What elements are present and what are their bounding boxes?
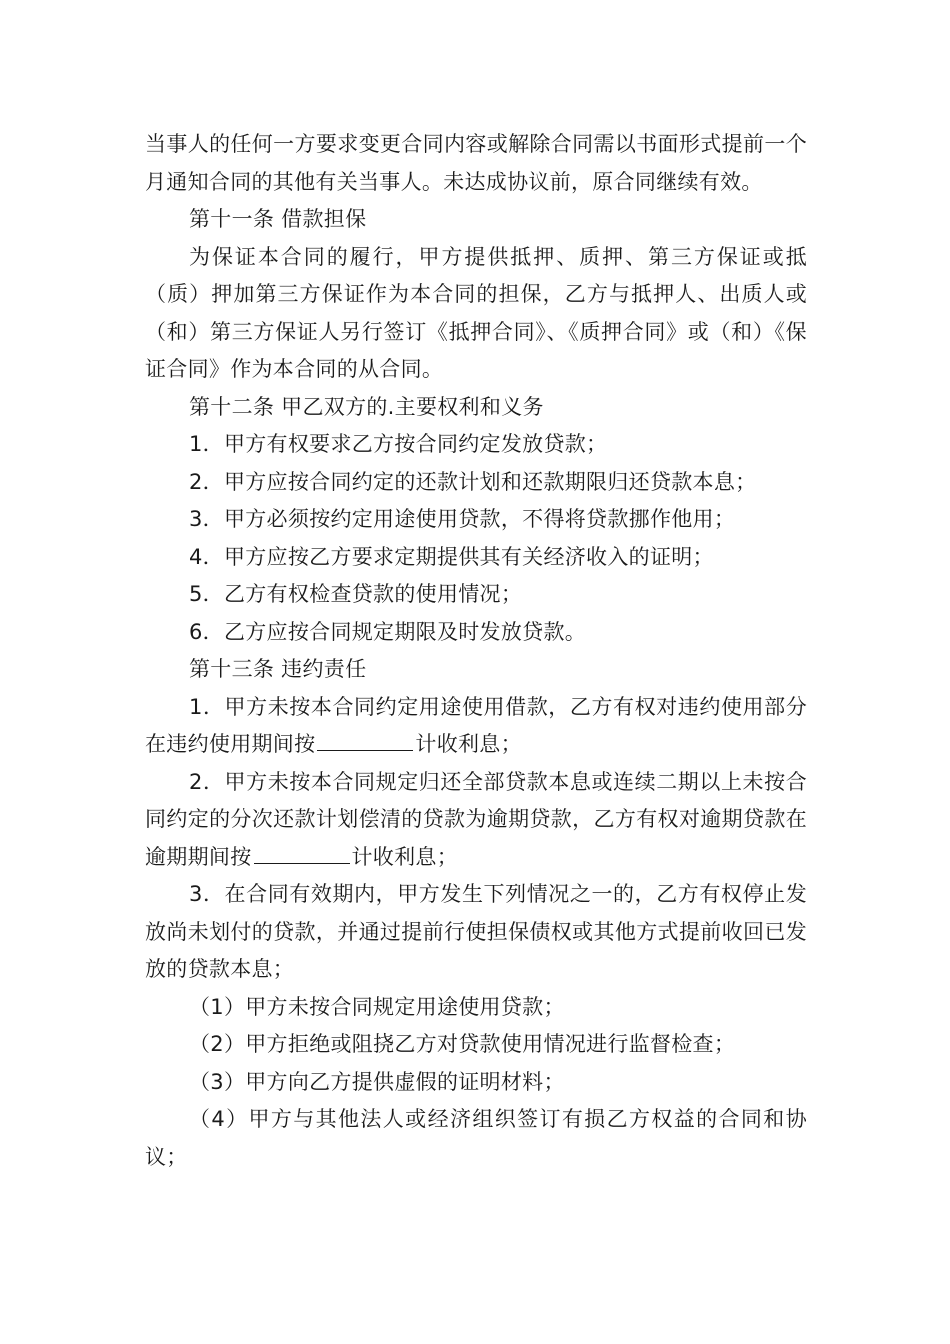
- article-13-item-1: [145, 689, 807, 764]
- document-page: [145, 126, 807, 1176]
- fill-in-blank: [254, 841, 350, 864]
- article-12-item: 2．甲方应按合同约定的还款计划和还款期限归还贷款本息；: [189, 469, 757, 494]
- article-13-item-2: [145, 764, 807, 877]
- article-13-item-2-tail: 计收利息；: [351, 844, 458, 869]
- article-13-subitem: （2）甲方拒绝或阻挠乙方对贷款使用情况进行监督检查；: [189, 1032, 736, 1056]
- article-12-item: 1．甲方有权要求乙方按合同约定发放贷款；: [189, 432, 608, 456]
- article-13-subitem: （4）甲方与其他法人或经济组织签订有损乙方权益的合同和协议；: [145, 1107, 807, 1169]
- article-13-item-1-text: 1．甲方未按本合同约定用途使用借款，乙方有权对违约使用部分在违约使用期间按: [145, 694, 807, 756]
- article-11-body: 为保证本合同的履行，甲方提供抵押、质押、第三方保证或抵（质）押加第三方保证作为本合同的担保，乙方与抵押人、出质人或（和）第三方保证人另行签订《抵押合同》、《质押合同》或（和）《保证合同》作为本合同的从合同。: [145, 244, 807, 381]
- article-13-item-3: 3．在合同有效期内，甲方发生下列情况之一的，乙方有权停止发放尚未划付的贷款，并通过提前行使担保债权或其他方式提前收回已发放的贷款本息；: [145, 882, 807, 981]
- article-11-heading: 第十一条 借款担保: [189, 207, 367, 231]
- article-13-item-2-text: 2．甲方未按本合同规定归还全部贷款本息或连续二期以上未按合同约定的分次还款计划偿清的贷款为逾期贷款，乙方有权对逾期贷款在逾期期间按: [145, 769, 807, 869]
- article-12-heading: 第十二条 甲乙双方的.主要权利和义务: [189, 394, 544, 419]
- article-13-subitem: （3）甲方向乙方提供虚假的证明材料；: [189, 1069, 565, 1094]
- article-12-item: 3．甲方必须按约定用途使用贷款，不得将贷款挪作他用；: [189, 507, 736, 531]
- article-13-subitem: （1）甲方未按合同规定用途使用贷款；: [189, 994, 565, 1019]
- article-13-item-1-tail: 计收利息；: [415, 732, 522, 756]
- article-12-item: 4．甲方应按乙方要求定期提供其有关经济收入的证明；: [189, 544, 714, 569]
- fill-in-blank: [317, 728, 413, 751]
- article-12-item: 6．乙方应按合同规定期限及时发放贷款。: [189, 619, 587, 644]
- article-13-heading: 第十三条 违约责任: [189, 657, 367, 681]
- article-12-item: 5．乙方有权检查贷款的使用情况；: [189, 582, 523, 606]
- intro-paragraph: 当事人的任何一方要求变更合同内容或解除合同需以书面形式提前一个月通知合同的其他有关当事人。未达成协议前，原合同继续有效。: [145, 132, 807, 194]
